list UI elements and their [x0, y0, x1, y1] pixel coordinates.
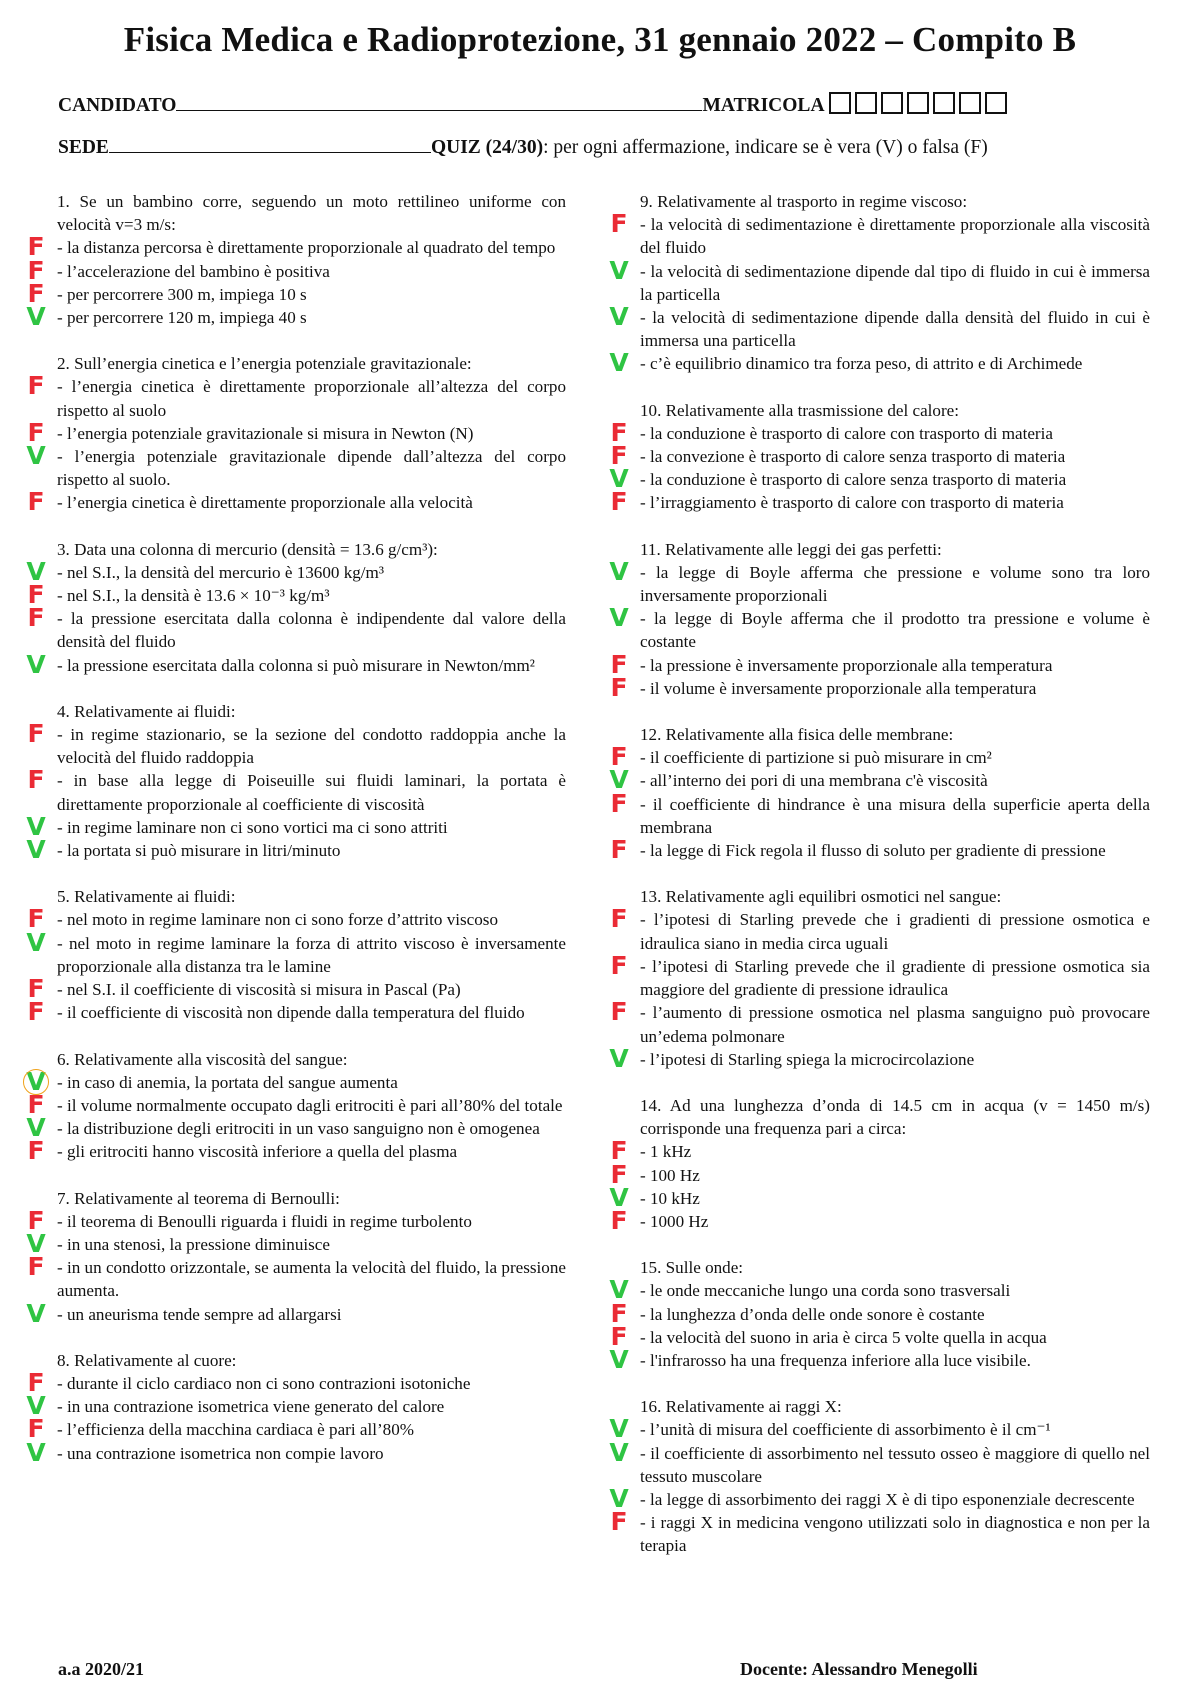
statement-text: - il teorema di Benoulli riguarda i fluidi in regime turbolento [57, 1211, 472, 1231]
question-stem: Relativamente alla fisica delle membrane: [665, 725, 954, 745]
statement [610, 904, 1150, 954]
statement [610, 997, 1150, 1047]
false-mark: F [610, 950, 628, 980]
statement-text: - la legge di Boyle afferma che il prodotto tra pressione e volume è costante [640, 609, 1150, 652]
statement [27, 1414, 566, 1444]
false-mark: F [610, 649, 628, 679]
statement [610, 209, 1150, 259]
statement-text: - in caso di anemia, la portata del sangue aumenta [57, 1072, 398, 1092]
question-stem: Se un bambino corre, seguendo un moto rettilineo uniforme con velocità v=3 m/s: [57, 192, 566, 235]
true-mark: V [609, 556, 629, 586]
true-mark: V [609, 1043, 629, 1073]
statement-text: - la velocità del suono in aria è circa 5 volte quella in acqua [640, 1327, 1047, 1347]
statement-text: - la legge di Fick regola il flusso di soluto per gradiente di pressione [640, 841, 1106, 861]
question-number: 9. [640, 192, 653, 211]
statement [26, 927, 566, 978]
statement-text: - l’ipotesi di Starling spiega la microcircolazione [640, 1049, 975, 1069]
statement-text: - l’energia cinetica è direttamente proporzionale alla velocità [57, 493, 473, 513]
true-mark: V [609, 1437, 629, 1467]
statement-text: - la lunghezza d’onda delle onde sonore è costante [640, 1304, 985, 1324]
true-mark: V [26, 1228, 46, 1258]
true-mark: V [609, 1483, 629, 1513]
true-mark: V [609, 255, 629, 285]
statement-text: - la conduzione è trasporto di calore con trasporto di materia [640, 423, 1053, 443]
matricola-box[interactable] [933, 92, 955, 114]
statement [610, 835, 1150, 865]
statement-text: - la distanza percorsa è direttamente proporzionale al quadrato del tempo [57, 238, 556, 258]
false-mark: F [27, 719, 45, 749]
false-mark: F [27, 904, 45, 934]
question-16 [609, 1395, 1150, 1557]
question-text [640, 538, 1150, 561]
question-text [57, 190, 566, 236]
statement-text: - in una contrazione isometrica viene generato del calore [57, 1397, 445, 1417]
question-stem: Relativamente alla trasmissione del calore: [665, 400, 959, 420]
matricola-box[interactable] [907, 92, 929, 114]
statement-text: - il coefficiente di hindrance è una misura della superficie aperta della membrana [640, 794, 1150, 837]
question-text [57, 700, 566, 723]
statement-text: - nel moto in regime laminare non ci sono forze d’attrito viscoso [57, 910, 498, 930]
statement-text: - l’ipotesi di Starling prevede che i gradienti di pressione osmotica e idraulica siano in media circa uguali [640, 910, 1150, 953]
true-mark: V [26, 556, 46, 586]
true-mark: V [609, 1182, 629, 1212]
false-mark: F [27, 1205, 45, 1235]
statement-text: - la conduzione è trasporto di calore senza trasporto di materia [640, 470, 1067, 490]
question-number: 11. [640, 539, 661, 559]
true-mark: V [609, 1275, 629, 1305]
matricola-box[interactable] [855, 92, 877, 114]
question-stem: Relativamente agli equilibri osmotici nel sangue: [665, 887, 1002, 907]
statement-text: - 1000 Hz [640, 1211, 709, 1231]
question-text [57, 1048, 566, 1071]
statement-text: - l’efficienza della macchina cardiaca è pari all’80% [57, 1420, 415, 1440]
statement [609, 556, 1150, 607]
false-mark: F [27, 1252, 45, 1282]
false-mark: F [27, 278, 45, 308]
false-mark: F [610, 788, 628, 818]
statement [27, 1367, 566, 1397]
statement [610, 1298, 1150, 1328]
left-column [26, 190, 566, 1467]
true-mark: V [23, 1069, 49, 1095]
false-mark: F [610, 417, 628, 447]
true-mark: V [26, 441, 46, 471]
statement-text: - nel moto in regime laminare la forza di attrito viscoso è inversamente proporzionale alla distanza tra le lamine [57, 933, 566, 976]
statement-text: - 100 Hz [640, 1165, 700, 1185]
statement-text: - in regime laminare non ci sono vortici ma ci sono attriti [57, 817, 448, 837]
statement-text: - la pressione è inversamente proporzionale alla temperatura [640, 655, 1053, 675]
true-mark: V [26, 302, 46, 332]
quiz-instructions: : per ogni affermazione, indicare se è vera (V) o falsa (F) [543, 137, 988, 158]
question-text [57, 352, 566, 375]
true-mark: V [609, 348, 629, 378]
question-12 [609, 723, 1150, 865]
statement [26, 649, 566, 679]
statement-text: - nel S.I., la densità del mercurio è 13600 kg/m³ [57, 562, 384, 582]
statement [27, 278, 566, 308]
false-mark: F [610, 1321, 628, 1351]
statement [609, 1182, 1150, 1212]
question-text [640, 1094, 1150, 1140]
question-stem: Relativamente alle leggi dei gas perfetti: [665, 539, 942, 559]
statement [609, 302, 1150, 352]
academic-year: a.a 2020/21 [58, 1659, 145, 1679]
question-2 [26, 352, 566, 517]
statement-text: - un aneurisma tende sempre ad allargarsi [57, 1304, 342, 1324]
statement [610, 950, 1150, 1001]
statement [610, 1205, 1150, 1235]
statement [26, 1228, 566, 1258]
statement [26, 835, 566, 865]
statement-text: - il coefficiente di assorbimento nel tessuto osseo è maggiore di quello nel tessuto muscolare [640, 1443, 1150, 1486]
statement-text: - la velocità di sedimentazione dipende dalla densità del fluido in cui è immersa una particella [640, 308, 1150, 351]
false-mark: F [610, 441, 628, 471]
statement-text: - la pressione esercitata dalla colonna si può misurare in Newton/mm² [57, 655, 535, 675]
question-number: 3. [57, 539, 70, 559]
false-mark: F [610, 1136, 628, 1166]
false-mark: F [610, 209, 628, 239]
question-5 [26, 885, 566, 1027]
statement [609, 1275, 1150, 1305]
statement [26, 1113, 566, 1143]
statement [27, 719, 566, 769]
matricola-box[interactable] [959, 92, 981, 114]
statement-text: - le onde meccaniche lungo una corda sono trasversali [640, 1281, 1011, 1301]
statement-text: - l’energia potenziale gravitazionale dipende dall’altezza del corpo rispetto al suolo. [57, 447, 566, 490]
statement-text: - la velocità di sedimentazione è direttamente proporzionale alla viscosità del fluido [640, 215, 1150, 258]
true-mark: V [609, 603, 629, 633]
statement [26, 1066, 566, 1096]
statement-text: - la portata si può misurare in litri/minuto [57, 841, 341, 861]
statement [610, 1507, 1150, 1557]
statement-text: - la pressione esercitata dalla colonna è indipendente dal valore della densità del fluido [57, 609, 566, 652]
statement [610, 1159, 1150, 1189]
statement-text: - nel S.I. il coefficiente di viscosità si misura in Pascal (Pa) [57, 980, 461, 1000]
statement [609, 603, 1150, 653]
statement-text: - 1 kHz [640, 1142, 692, 1162]
statement-text: - la convezione è trasporto di calore senza trasporto di materia [640, 447, 1066, 467]
question-number: 2. [57, 354, 70, 374]
statement-text: - l’aumento di pressione osmotica nel plasma sanguigno può provocare un’edema polmonare [640, 1003, 1150, 1046]
question-number: 12. [640, 725, 662, 745]
question-stem: Sull’energia cinetica e l’energia potenziale gravitazionale: [74, 354, 472, 374]
false-mark: F [610, 997, 628, 1027]
false-mark: F [610, 835, 628, 865]
question-text [57, 538, 566, 561]
question-11 [609, 538, 1150, 702]
false-mark: F [27, 255, 45, 285]
false-mark: F [610, 1507, 628, 1537]
question-1 [26, 190, 566, 332]
true-mark: V [609, 1344, 629, 1374]
false-mark: F [27, 603, 45, 633]
true-mark: V [26, 927, 46, 957]
statement [609, 1414, 1150, 1444]
true-mark: V [609, 302, 629, 332]
question-9 [609, 190, 1150, 378]
statement-text: - all’interno dei pori di una membrana c'è viscosità [640, 771, 988, 791]
question-text [57, 1187, 566, 1210]
false-mark: F [610, 672, 628, 702]
statement-text: - la legge di assorbimento dei raggi X è di tipo esponenziale decrescente [640, 1489, 1135, 1509]
statement [26, 811, 566, 841]
statement [610, 441, 1150, 471]
true-mark: V [26, 1437, 46, 1467]
statement [27, 487, 566, 517]
false-mark: F [27, 487, 45, 517]
question-text [57, 1349, 566, 1372]
statement [610, 1136, 1150, 1166]
matricola-boxes [825, 95, 1007, 116]
question-number: 16. [640, 1397, 662, 1417]
statement-text: - durante il ciclo cardiaco non ci sono contrazioni isotoniche [57, 1373, 471, 1393]
false-mark: F [27, 232, 45, 262]
question-6 [26, 1048, 566, 1166]
question-8 [26, 1349, 566, 1467]
statement-text: - l'infrarosso ha una frequenza inferiore alla luce visibile. [640, 1350, 1031, 1370]
question-10 [609, 399, 1150, 517]
question-number: 6. [57, 1049, 70, 1069]
statement-text: - c’è equilibrio dinamico tra forza peso, di attrito e di Archimede [640, 354, 1083, 374]
statement-text: - il coefficiente di partizione si può misurare in cm² [640, 748, 992, 768]
statement [27, 580, 566, 610]
statement [610, 417, 1150, 447]
statement-text: - nel S.I., la densità è 13.6 × 10⁻³ kg/m³ [57, 586, 330, 606]
question-text [640, 723, 1150, 746]
question-number: 13. [640, 887, 662, 907]
false-mark: F [610, 1159, 628, 1189]
right-column [609, 190, 1150, 1558]
false-mark: F [610, 487, 628, 517]
statement-text: - l’accelerazione del bambino è positiva [57, 261, 330, 281]
false-mark: F [27, 1089, 45, 1119]
false-mark: F [27, 417, 45, 447]
question-number: 1. [57, 192, 70, 211]
false-mark: F [27, 580, 45, 610]
statement [610, 1321, 1150, 1351]
statement [609, 1043, 1150, 1073]
statement [27, 765, 566, 815]
statement-text: - in un condotto orizzontale, se aumenta la velocità del fluido, la pressione aumenta. [57, 1258, 566, 1301]
statement [609, 765, 1150, 795]
question-stem: Relativamente al trasporto in regime viscoso: [657, 192, 968, 211]
false-mark: F [610, 904, 628, 934]
statement [610, 649, 1150, 679]
sede-field[interactable] [109, 136, 431, 153]
statement-text: - in una stenosi, la pressione diminuisce [57, 1234, 330, 1254]
statement [27, 1252, 566, 1302]
statement-text: - il coefficiente di viscosità non dipende dalla temperatura del fluido [57, 1003, 525, 1023]
statement-text: - l’energia potenziale gravitazionale si misura in Newton (N) [57, 423, 474, 443]
false-mark: F [610, 1298, 628, 1328]
statement-text: - una contrazione isometrica non compie lavoro [57, 1443, 384, 1463]
matricola-box[interactable] [881, 92, 903, 114]
statement [27, 603, 566, 653]
true-mark: V [609, 1414, 629, 1444]
question-number: 14. [640, 1095, 662, 1115]
true-mark: V [26, 1391, 46, 1421]
question-text [640, 190, 1150, 213]
statement-text: - in base alla legge di Poiseuille sui fluidi laminari, la portata è direttamente proporzionale al coefficiente di viscosità [57, 771, 566, 814]
statement [26, 556, 566, 586]
true-mark: V [609, 464, 629, 494]
statement [26, 1391, 566, 1421]
false-mark: F [610, 1205, 628, 1235]
statement [609, 1344, 1150, 1374]
sede-label: SEDE [58, 137, 109, 158]
statement [610, 487, 1150, 517]
question-text [640, 885, 1150, 908]
statement [26, 1437, 566, 1467]
sede-row [58, 136, 1148, 159]
statement [26, 302, 566, 332]
question-text [640, 1256, 1150, 1279]
question-number: 7. [57, 1188, 70, 1208]
statement [609, 1437, 1150, 1488]
question-stem: Relativamente ai fluidi: [74, 887, 236, 907]
question-text [640, 399, 1150, 422]
statement-text: - il volume normalmente occupato dagli eritrociti è pari all’80% del totale [57, 1095, 563, 1115]
question-7 [26, 1187, 566, 1328]
statement [27, 232, 566, 262]
statement-text: - gli eritrociti hanno viscosità inferiore a quella del plasma [57, 1142, 458, 1162]
statement-text: - l’irraggiamento è trasporto di calore con trasporto di materia [640, 493, 1064, 513]
statement [609, 464, 1150, 494]
candidate-row [58, 92, 1148, 117]
true-mark: V [26, 811, 46, 841]
question-stem: Relativamente ai fluidi: [74, 701, 236, 721]
false-mark: F [27, 371, 45, 401]
question-stem: Data una colonna di mercurio (densità = 13.6 g/cm³): [74, 539, 438, 559]
question-stem: Relativamente al teorema di Bernoulli: [74, 1188, 340, 1208]
statement-text: - l’ipotesi di Starling prevede che il gradiente di pressione osmotica sia maggiore del gradiente di pressione idraulica [640, 956, 1150, 1000]
candidato-label: CANDIDATO [58, 95, 177, 116]
statement-text: - la velocità di sedimentazione dipende dal tipo di fluido in cui è immersa la particella [640, 261, 1150, 304]
statement [609, 1483, 1150, 1513]
matricola-box[interactable] [829, 92, 851, 114]
statement-text: - in regime stazionario, se la sezione del condotto raddoppia anche la velocità del fluido raddoppia [57, 725, 566, 768]
statement [27, 371, 566, 421]
statement-text: - la distribuzione degli eritrociti in un vaso sanguigno non è omogenea [57, 1119, 540, 1139]
statement-text: - i raggi X in medicina vengono utilizzati solo in diagnostica e non per la terapia [640, 1513, 1150, 1556]
true-mark: V [609, 765, 629, 795]
true-mark: V [26, 835, 46, 865]
question-text [640, 1395, 1150, 1418]
candidato-field[interactable] [176, 94, 702, 111]
teacher-name: Docente: Alessandro Menegolli [740, 1659, 978, 1679]
question-stem: Relativamente al cuore: [74, 1350, 237, 1370]
statement [27, 417, 566, 447]
statement [27, 974, 566, 1004]
true-mark: V [26, 1113, 46, 1143]
matricola-label: MATRICOLA [702, 95, 825, 116]
true-mark: V [26, 1298, 46, 1328]
question-3 [26, 538, 566, 679]
statement [26, 1298, 566, 1328]
statement [27, 997, 566, 1027]
statement-text: - per percorrere 120 m, impiega 40 s [57, 308, 307, 328]
question-15 [609, 1256, 1150, 1374]
question-stem: Relativamente ai raggi X: [665, 1397, 842, 1417]
statement [609, 348, 1150, 378]
statement-text: - l’unità di misura del coefficiente di assorbimento è il cm⁻¹ [640, 1420, 1051, 1440]
quiz-label: QUIZ (24/30) [430, 137, 544, 158]
matricola-box[interactable] [985, 92, 1007, 114]
statement [610, 742, 1150, 772]
statement [610, 788, 1150, 839]
exam-title: Fisica Medica e Radioprotezione, 31 gennaio 2022 – Compito B [123, 20, 1077, 59]
question-13 [609, 885, 1150, 1073]
statement [26, 441, 566, 491]
question-number: 8. [57, 1350, 70, 1370]
false-mark: F [610, 742, 628, 772]
statement-text: - la legge di Boyle afferma che pressione e volume sono tra loro inversamente proporzionali [640, 562, 1150, 606]
question-number: 5. [57, 887, 70, 907]
statement-text: - per percorrere 300 m, impiega 10 s [57, 284, 307, 304]
question-stem: Ad una lunghezza d’onda di 14.5 cm in acqua (v = 1450 m/s) corrisponde una frequenza pari a circa: [640, 1095, 1150, 1139]
statement [610, 672, 1150, 702]
question-stem: Relativamente alla viscosità del sangue: [74, 1049, 348, 1069]
statement [27, 1205, 566, 1235]
false-mark: F [27, 1136, 45, 1166]
question-number: 15. [640, 1258, 662, 1278]
statement [609, 255, 1150, 306]
question-text [57, 885, 566, 908]
statement-text: - il volume è inversamente proporzionale alla temperatura [640, 678, 1037, 698]
question-number: 4. [57, 701, 70, 721]
statement-text: - l’energia cinetica è direttamente proporzionale all’altezza del corpo rispetto al suolo [57, 377, 566, 420]
statement-text: - 10 kHz [640, 1188, 700, 1208]
false-mark: F [27, 765, 45, 795]
statement [27, 1136, 566, 1166]
question-4 [26, 700, 566, 865]
statement [27, 1089, 566, 1119]
true-mark: V [26, 649, 46, 679]
question-stem: Sulle onde: [665, 1258, 744, 1278]
false-mark: F [27, 997, 45, 1027]
question-number: 10. [640, 400, 662, 420]
false-mark: F [27, 1367, 45, 1397]
statement [27, 255, 566, 285]
false-mark: F [27, 1414, 45, 1444]
false-mark: F [27, 974, 45, 1004]
question-14 [609, 1094, 1150, 1235]
statement [27, 904, 566, 934]
